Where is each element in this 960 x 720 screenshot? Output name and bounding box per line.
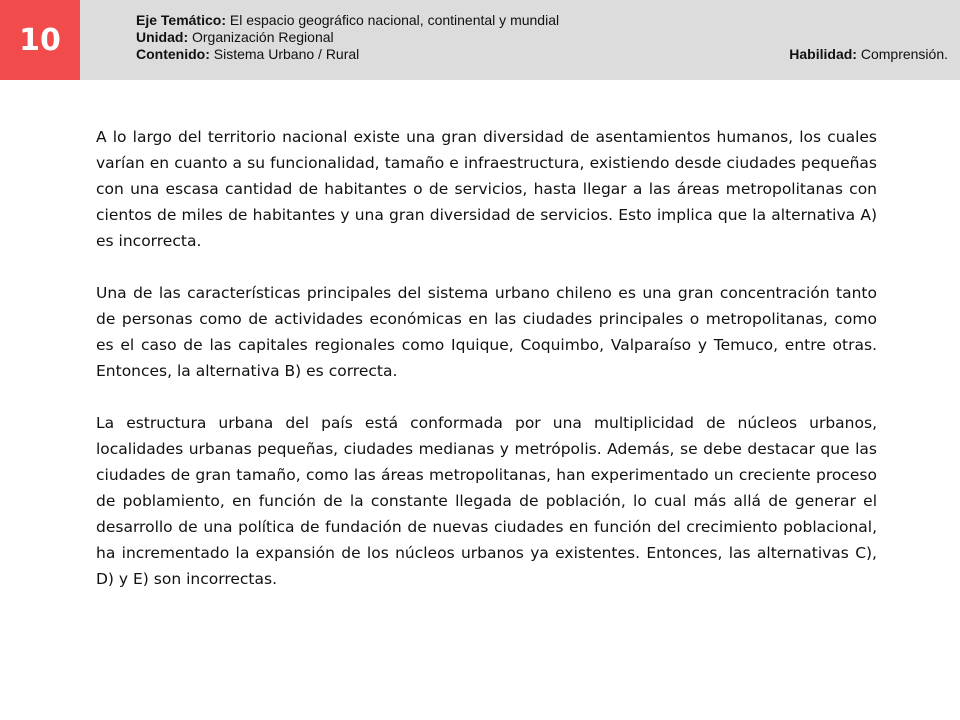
paragraph-2: Una de las características principales del sistema urbano chileno es una gran concentración tanto de personas como de actividades económicas en las ciudades principales o metropolitanas, como es el caso de las capitales regionales como Iquique, Coquimbo, Valparaíso y Temuco, entre otras. Entonces, la alternativa B) es correcta. [96,284,877,380]
contenido-label: Contenido: [136,46,210,62]
contenido-habilidad-line [136,46,948,63]
paragraph-3: La estructura urbana del país está conformada por una multiplicidad de núcleos urbanos, localidades urbanas pequeñas, ciudades medianas y metrópolis. Además, se debe destacar que las ciudades de gran tamaño, como las áreas metropolitanas, han experimentado un creciente proceso de poblamiento, en función de la constante llegada de población, lo cual más allá de generar el desarrollo de una política de fundación de nuevas ciudades en función del crecimiento poblacional, ha incrementado la expansión de los núcleos urbanos ya existentes. Entonces, las alternativas C), D) y E) son incorrectas. [96,414,877,588]
unidad-line [136,29,948,46]
habilidad-group [789,46,948,63]
header-meta [136,12,948,63]
explanation-body [96,124,877,618]
eje-tematico-line [136,12,948,29]
contenido-value: Sistema Urbano / Rural [213,46,360,62]
paragraph-1: A lo largo del territorio nacional existe una gran diversidad de asentamientos humanos, los cuales varían en cuanto a su funcionalidad, tamaño e infraestructura, existiendo desde ciudades pequeñas con una escasa cantidad de habitantes o de servicios, hasta llegar a las áreas metropolitanas con cientos de miles de habitantes y una gran diversidad de servicios. Esto implica que la alternativa A) es incorrecta. [96,128,877,250]
habilidad-value: Comprensión. [860,46,948,62]
question-number-badge: 10 [0,0,80,80]
contenido-group [136,46,359,63]
eje-tematico-label: Eje Temático: [136,12,226,28]
unidad-label: Unidad: [136,29,189,45]
habilidad-label: Habilidad: [789,46,857,62]
eje-tematico-value: El espacio geográfico nacional, continental y mundial [229,12,560,28]
unidad-value: Organización Regional [192,29,334,45]
